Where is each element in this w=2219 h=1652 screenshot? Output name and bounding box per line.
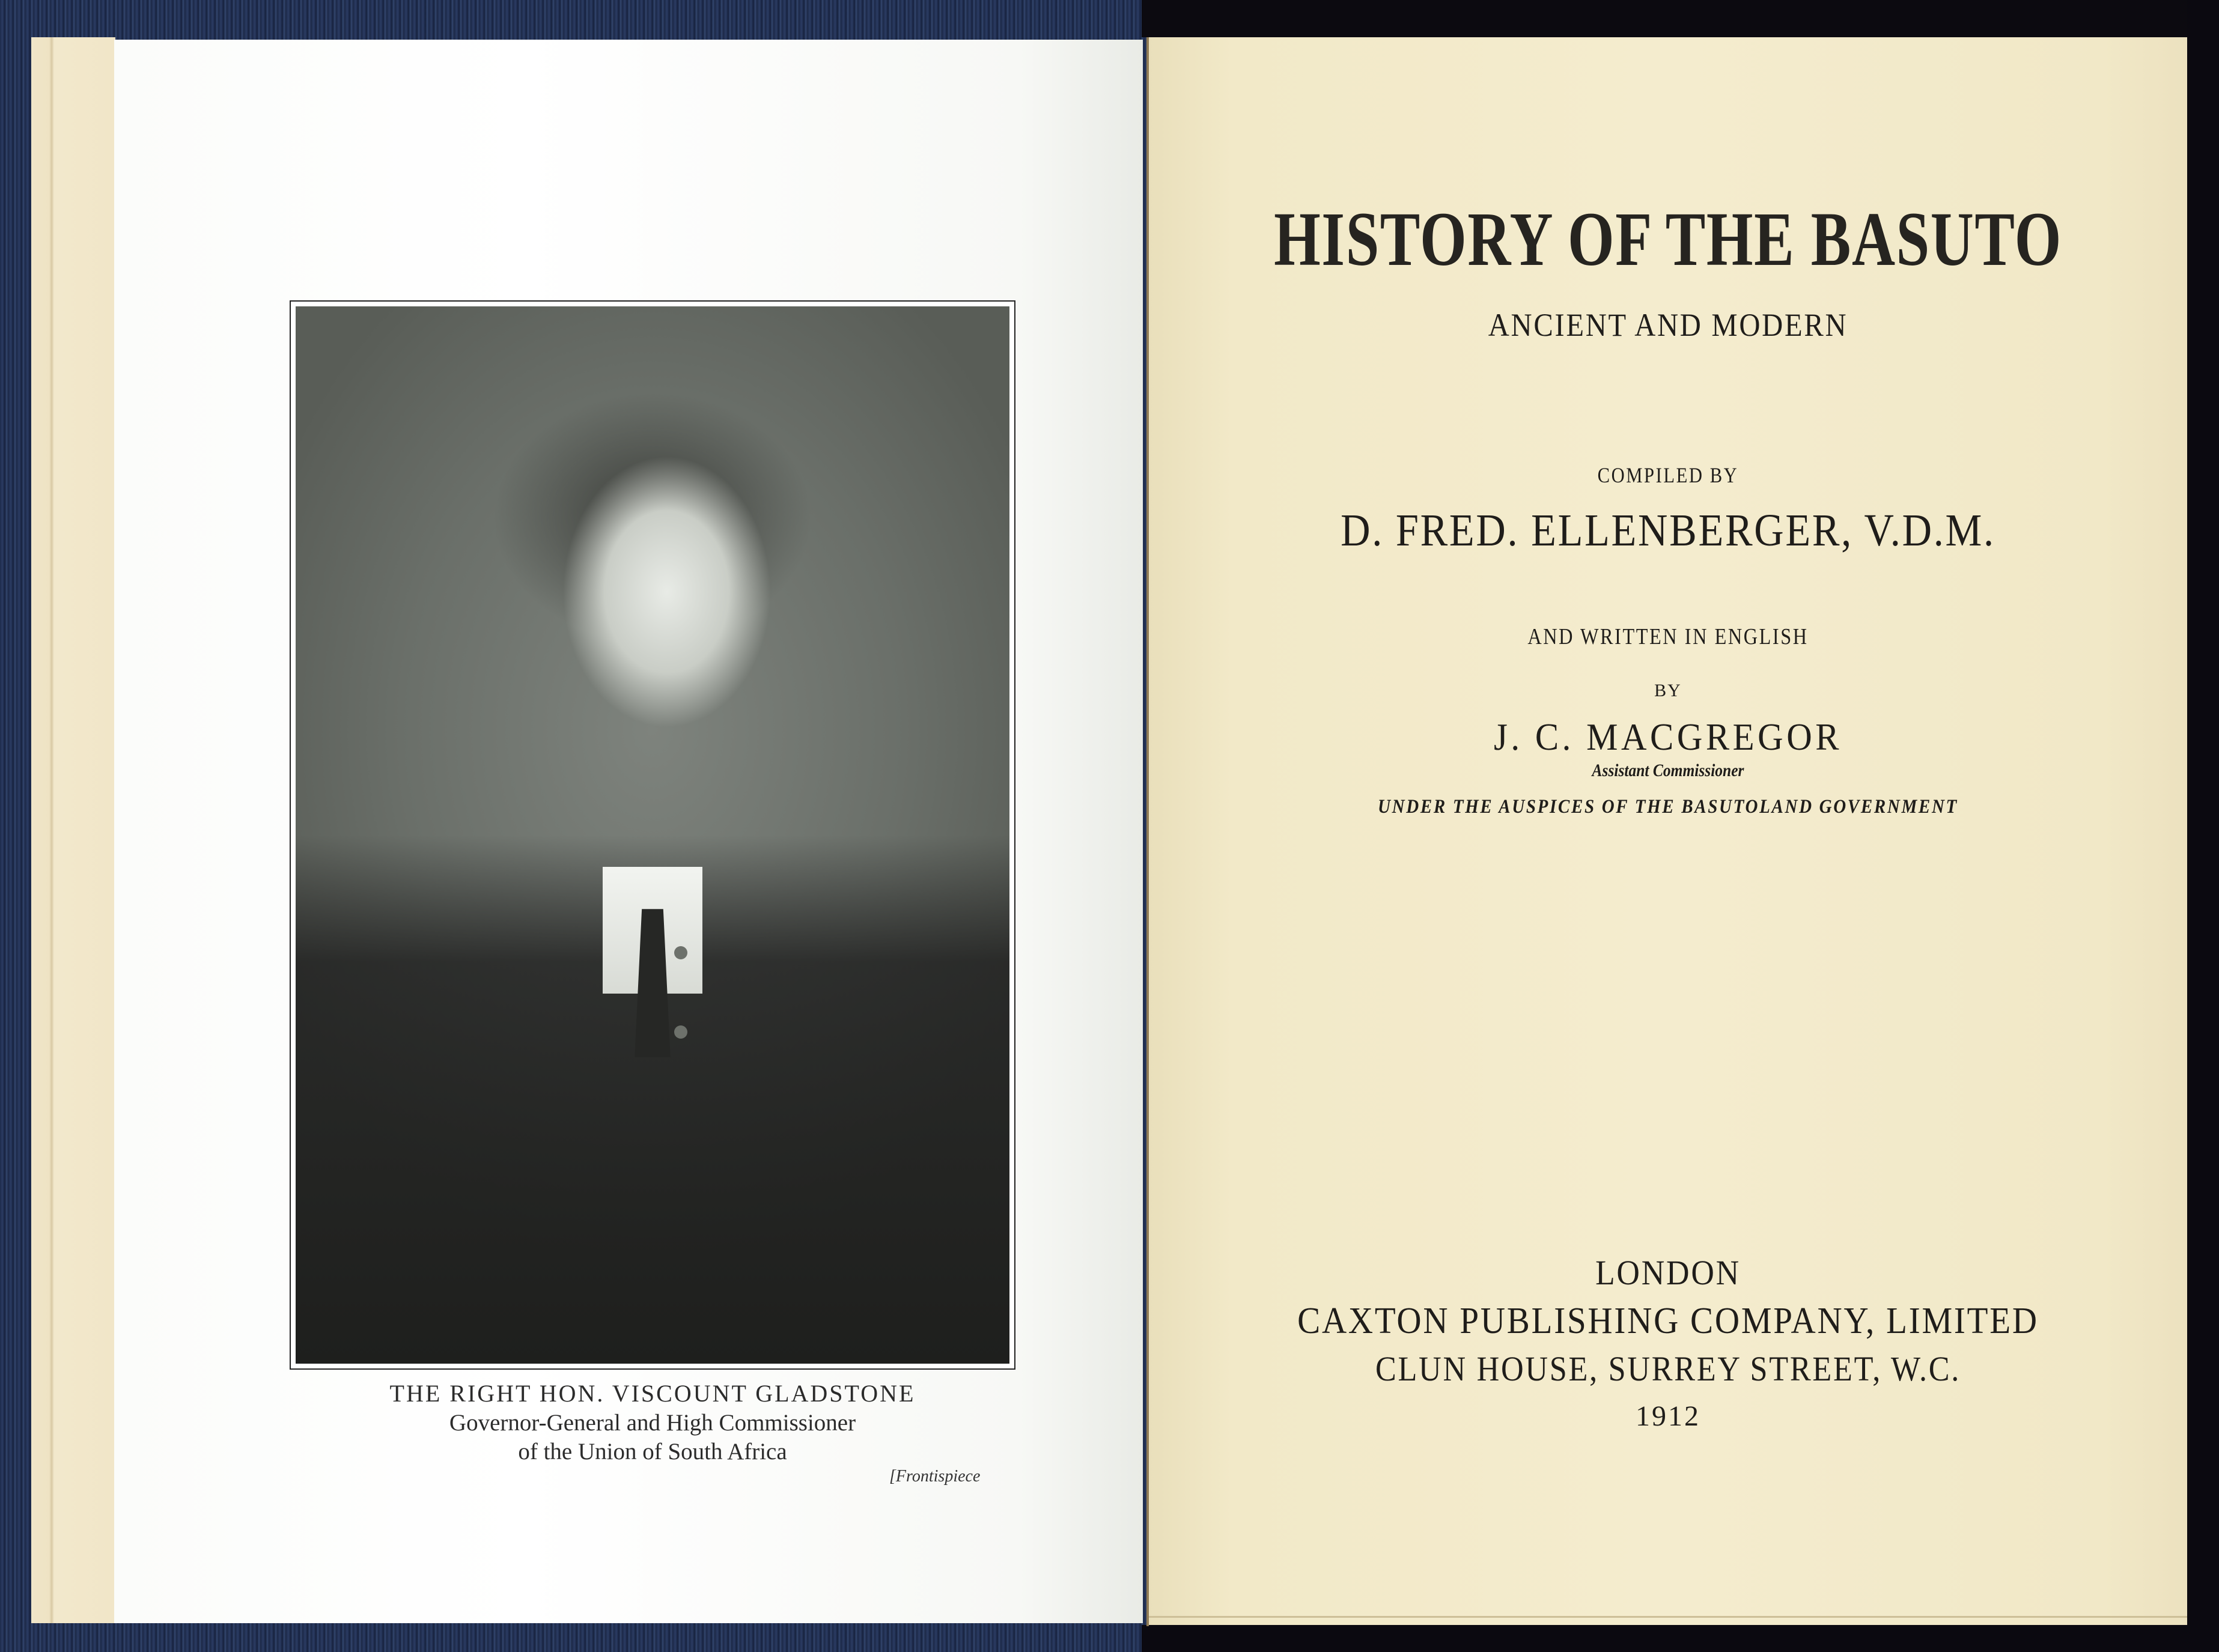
book-title: HISTORY OF THE BASUTO (1274, 196, 2062, 282)
portrait-photo (296, 306, 1009, 1364)
caption-title: Governor-General and High Commissioner (449, 1410, 856, 1436)
page-bottom-edge (1149, 1616, 2187, 1618)
imprint-city: LONDON (1595, 1253, 1741, 1292)
caption-name: THE RIGHT HON. VISCOUNT GLADSTONE (389, 1380, 916, 1407)
translator-name: J. C. MACGREGOR (1493, 715, 1843, 758)
plate-label: [Frontispiece (889, 1467, 981, 1486)
imprint-address: CLUN HOUSE, SURREY STREET, W.C. (1375, 1349, 1961, 1388)
page-block-edges (31, 37, 115, 1623)
auspices-line: UNDER THE AUSPICES OF THE BASUTOLAND GOVERNMENT (1378, 796, 1958, 818)
coat-button (674, 1025, 687, 1039)
book-subtitle: ANCIENT AND MODERN (1488, 307, 1848, 343)
coat-button (674, 946, 687, 959)
translator-role: Assistant Commissioner (1592, 761, 1744, 780)
compiler-name: D. FRED. ELLENBERGER, V.D.M. (1341, 505, 1995, 556)
compiled-by-label: COMPILED BY (1597, 463, 1739, 487)
imprint-publisher: CAXTON PUBLISHING COMPANY, LIMITED (1297, 1301, 2039, 1341)
imprint-year: 1912 (1636, 1400, 1700, 1432)
cover-shadow-right (2187, 0, 2219, 1652)
frontispiece-photo-frame (290, 300, 1015, 1370)
by-label: BY (1654, 681, 1682, 700)
cover-shadow-bottom (1142, 1625, 2219, 1652)
caption-region: of the Union of South Africa (518, 1439, 787, 1465)
written-label: AND WRITTEN IN ENGLISH (1527, 624, 1809, 649)
cover-shadow-top (1142, 0, 2219, 37)
